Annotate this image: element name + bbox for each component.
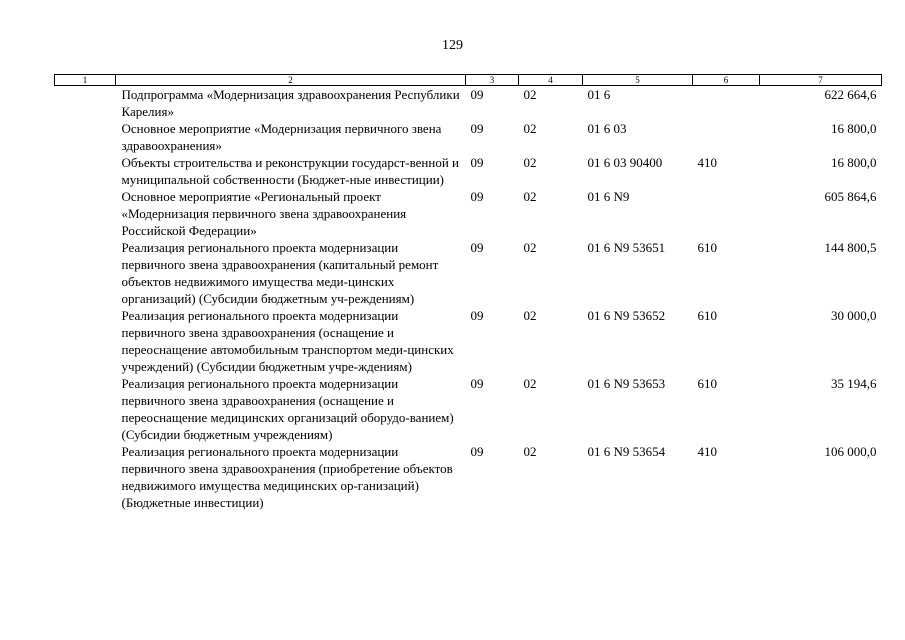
table-row [55, 239, 882, 307]
target-article-code: 01 6 N9 [587, 189, 630, 204]
header-row [55, 75, 882, 86]
subsection-code: 02 [523, 376, 537, 391]
column-number-7: 7 [760, 75, 882, 86]
section-code: 09 [470, 121, 484, 136]
subsection-code: 02 [523, 121, 537, 136]
expense-type-code [693, 188, 760, 239]
subsection-code: 02 [523, 189, 537, 204]
amount: 16 800,0 [831, 121, 877, 136]
target-article-code: 01 6 [587, 87, 611, 102]
amount: 30 000,0 [831, 308, 877, 323]
table-row [55, 188, 882, 239]
amount: 16 800,0 [831, 155, 877, 170]
subsection-code: 02 [523, 240, 537, 255]
expense-type-code: 410 [697, 155, 717, 170]
item-name: Реализация регионального проекта модернизации первичного звена здравоохранения (оснащение и переоснащение автомобильным транспортом меди-цинских учреждений) (Субсидии бюджетным учре-ждениям) [121, 308, 454, 374]
item-name: Реализация регионального проекта модернизации первичного звена здравоохранения (оснащение и переоснащение медицинских организаций оборудо-ванием) (Субсидии бюджетным учреждениям) [121, 376, 454, 442]
subsection-code: 02 [523, 155, 537, 170]
page-number: 129 [442, 38, 463, 53]
subsection-code: 02 [523, 87, 537, 102]
item-name: Реализация регионального проекта модернизации первичного звена здравоохранения (капитальный ремонт объектов недвижимого имущества меди-цинских организаций) (Субсидии бюджетным уч-реждениям) [121, 240, 439, 306]
expense-type-code: 610 [697, 240, 717, 255]
row-index-cell [55, 239, 116, 307]
table-row [55, 120, 882, 154]
column-number-5: 5 [583, 75, 693, 86]
amount: 106 000,0 [824, 444, 877, 459]
item-name: Основное мероприятие «Региональный проект «Модернизация первичного звена здравоохранения Российской Федерации» [121, 189, 407, 238]
section-code: 09 [470, 444, 484, 459]
expense-type-code [693, 86, 760, 121]
item-name: Подпрограмма «Модернизация здравоохранения Республики Карелия» [121, 87, 460, 119]
target-article-code: 01 6 03 90400 [587, 155, 663, 170]
amount: 144 800,5 [824, 240, 877, 255]
column-number-6: 6 [693, 75, 760, 86]
row-index-cell [55, 86, 116, 121]
column-number-3: 3 [466, 75, 519, 86]
row-index-cell [55, 307, 116, 375]
item-name: Реализация регионального проекта модернизации первичного звена здравоохранения (приобретение объектов недвижимого имущества медицинских ор-ганизаций) (Бюджетные инвестиции) [121, 444, 453, 510]
target-article-code: 01 6 N9 53653 [587, 376, 666, 391]
column-number-2: 2 [116, 75, 466, 86]
table-row [55, 443, 882, 511]
section-code: 09 [470, 308, 484, 323]
item-name: Объекты строительства и реконструкции государст-венной и муниципальной собственности (Бюджет-ные инвестиции) [121, 155, 460, 187]
section-code: 09 [470, 155, 484, 170]
amount: 605 864,6 [824, 189, 877, 204]
amount: 35 194,6 [831, 376, 877, 391]
row-index-cell [55, 188, 116, 239]
subsection-code: 02 [523, 308, 537, 323]
table-row [55, 154, 882, 188]
column-number-4: 4 [519, 75, 583, 86]
section-code: 09 [470, 376, 484, 391]
table-row [55, 86, 882, 121]
expense-type-code [693, 120, 760, 154]
section-code: 09 [470, 87, 484, 102]
section-code: 09 [470, 189, 484, 204]
budget-table [54, 74, 882, 511]
table-row [55, 375, 882, 443]
expense-type-code: 610 [697, 308, 717, 323]
amount: 622 664,6 [824, 87, 877, 102]
item-name: Основное мероприятие «Модернизация первичного звена здравоохранения» [121, 121, 442, 153]
expense-type-code: 610 [697, 376, 717, 391]
row-index-cell [55, 375, 116, 443]
target-article-code: 01 6 N9 53652 [587, 308, 666, 323]
column-number-1: 1 [55, 75, 116, 86]
target-article-code: 01 6 N9 53654 [587, 444, 666, 459]
target-article-code: 01 6 03 [587, 121, 627, 136]
expense-type-code: 410 [697, 444, 717, 459]
row-index-cell [55, 154, 116, 188]
row-index-cell [55, 443, 116, 511]
subsection-code: 02 [523, 444, 537, 459]
target-article-code: 01 6 N9 53651 [587, 240, 666, 255]
table-header [55, 75, 882, 86]
section-code: 09 [470, 240, 484, 255]
table-row [55, 307, 882, 375]
row-index-cell [55, 120, 116, 154]
